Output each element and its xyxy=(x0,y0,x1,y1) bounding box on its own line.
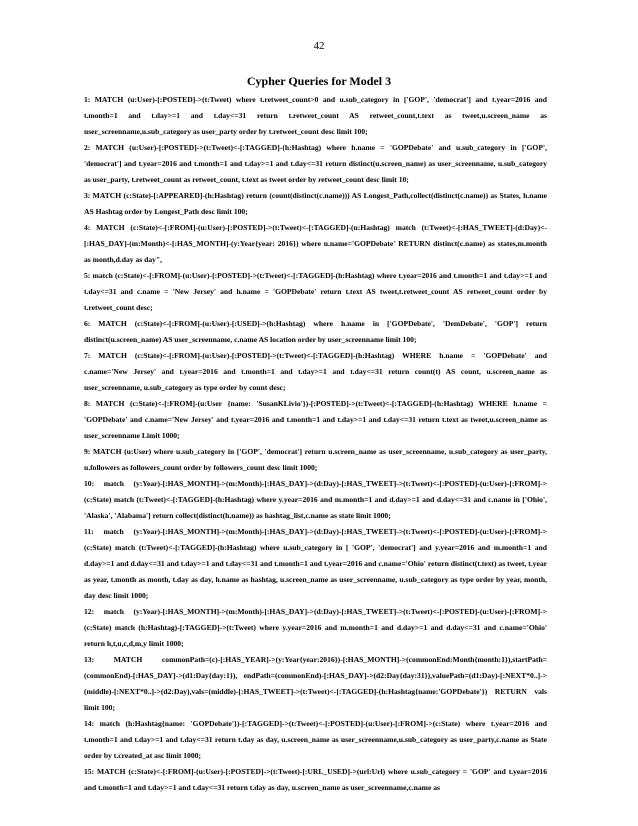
section-title: Cypher Queries for Model 3 xyxy=(246,74,392,88)
query-item-14: 14: match (h:Hashtag{name: 'GOPDebate'})-[:TAGGED]->(t:Tweet)<-[:POSTED]-(u:User)-[:FROM]->(c:State) where t.year=2016 and t.month=1 and t.day>=1 and t.day<=31 return t.day as day, u.screen_name as user_screenname,u.sub_category as user_party,c.name as State order by t.created_at asc limit 1000; xyxy=(84,719,547,760)
query-item-11: 11: match (y:Year)-[:HAS_MONTH]->(m:Month)-[:HAS_DAY]->(d:Day)-[:HAS_TWEET]->(t:Tweet)<-[:POSTED]-(u:User)-[:FROM]->(c:State) match (t:Tweet)<-[:TAGGED]-(h:Hashtag) where u.sub_category in [ 'GOP', 'democrat'] and y.year=2016 and m.month=1 and d.day>=1 and d.day<=31 and t.day>=1 and t.day<=31 and t.month=1 and t.year=2016 and c.name='Ohio' return distinct(t.text) as tweet, t.year as year, t.month as month, t.day as day, h.name as hashtag, u.screen_name as user_screenname, u.sub_category as type order by year, month, day desc limit 1000; xyxy=(84,527,547,600)
query-item-13: 13: MATCH commonPath=(c)-[:HAS_YEAR]->(y:Year{year:2016})-[:HAS_MONTH]->(commonEnd:Month{month:1}),startPath=(commonEnd)-[:HAS_DAY]->(d1:Day{day:1}), endPath=(commonEnd)-[:HAS_DAY]->(d2:Day{day:31}),valuePath=(d1:Day)-[:NEXT*0..]->(middle)-[:NEXT*0..]->(d2:Day),vals=(middle)-[:HAS_TWEET]->(t:Tweet)<-[:TAGGED]-(h:Hashtag{name:'GOPDebate'}) RETURN vals limit 100; xyxy=(84,655,547,712)
query-item-3: 3: MATCH (c:State)-[:APPEARED]-(h:Hashtag) return (count(distinct(c.name))) AS Longest_Path,collect(distinct(c.name)) as States, h.name AS Hashtag order by Longest_Path desc limit 100; xyxy=(84,191,547,216)
query-item-8: 8: MATCH (c:State)<-[:FROM]-(u:User {name: 'SusanKLivio'})-[:POSTED]->(t:Tweet)<-[:TAGGED]-(h:Hashtag) WHERE h.name = 'GOPDebate' and c.name='New Jersey' and t.year=2016 and t.month=1 and t.day>=1 and t.day<=31 return t.text as tweet,u.screen_name as user_screenname Limit 1000; xyxy=(84,399,547,440)
query-item-10: 10: match (y:Year)-[:HAS_MONTH]->(m:Month)-[:HAS_DAY]->(d:Day)-[:HAS_TWEET]->(t:Tweet)<-[:POSTED]-(u:User)-[:FROM]->(c:State) match (t:Tweet)<-[:TAGGED]-(h:Hashtag) where y.year=2016 and m.month=1 and d.day>=1 and d.day<=31 and c.name in ['Ohio', 'Alaska', 'Alabama'] return collect(distinct(h.name)) as hashtag_list,c.name as state limit 1000; xyxy=(84,479,547,520)
query-item-15: 15: MATCH (c:State)<-[:FROM]-(u:User)-[:POSTED]->(t:Tweet)-[:URL_USED]->(url:Url) where u.sub_category = 'GOP' and t.year=2016 and t.month=1 and t.day>=1 and t.day<=31 return t.day as day, u.screen_name as user_screenname,c.name as xyxy=(84,767,547,792)
query-item-6: 6: MATCH (c:State)<-[:FROM]-(u:User)-[:USED]->(h:Hashtag) where h.name in ['GOPDebate', 'DemDebate', 'GOP'] return distinct(u.screen_name) AS user_screenname, c.name AS location order by user_screenname limit 100; xyxy=(84,319,547,344)
page-number: 42 xyxy=(313,40,325,52)
query-item-9: 9: MATCH (u:User) where u.sub_category in ['GOP', 'democrat'] return u.screen_name as user_screenname, u.sub_category as user_party, u.followers as followers_count order by followers_count desc limit 1000; xyxy=(84,447,547,472)
query-item-12: 12: match (y:Year)-[:HAS_MONTH]->(m:Month)-[:HAS_DAY]->(d:Day)-[:HAS_TWEET]->(t:Tweet)<-[:POSTED]-(u:User)-[:FROM]->(c:State) match (h:Hashtag)-[:TAGGED]->(t:Tweet) where y.year=2016 and m.month=1 and d.day>=1 and d.day<=31 and c.name='Ohio' return h,t,u,c,d,m,y limit 1000; xyxy=(84,607,547,648)
query-item-1: 1: MATCH (u:User)-[:POSTED]->(t:Tweet) where t.retweet_count>0 and u.sub_category in ['GOP', 'democrat'] and t.year=2016 and t.month=1 and t.day>=1 and t.day<=31 return t.retweet_count AS retweet_count,t.text as tweet,u.screen_name as user_screenname,u.sub_category as user_party order by t.retweet_count desc limit 100; xyxy=(84,95,547,136)
query-item-4: 4: MATCH (c:State)<-[:FROM]-(u:User)-[:POSTED]->(t:Tweet)<-[:TAGGED]-(n:Hashtag) match (t:Tweet)<-[:HAS_TWEET]-(d:Day)<-[:HAS_DAY]-(m:Month)<-[:HAS_MONTH]-(y:Year{year: 2016}) where n.name='GOPDebate' RETURN distinct(c.name) as states,m.month as month,d.day as day", xyxy=(84,223,547,264)
query-item-7: 7: MATCH (c:State)<-[:FROM]-(u:User)-[:POSTED]->(t:Tweet)<-[:TAGGED]-(h:Hashtag) WHERE h.name = 'GOPDebate' and c.name='New Jersey' and t.year=2016 and t.month=1 and t.day>=1 and t.day<=31 return count(t) AS count, u.screen_name as user_screenname, u.sub_category as type order by count desc; xyxy=(84,351,547,392)
query-item-5: 5: match (c:State)<-[:FROM]-(u:User)-[:POSTED]->(t:Tweet)<-[:TAGGED]-(h:Hashtag) where t.year=2016 and t.month=1 and t.day>=1 and t.day<=31 and c.name = 'New Jersey' and h.name = 'GOPDebate' return t.text AS tweet,t.retweet_count AS retweet_count order by t.retweet_count desc; xyxy=(84,271,547,312)
query-list xyxy=(84,92,547,796)
query-item-2: 2: MATCH (u:User)-[:POSTED]->(t:Tweet)<-[:TAGGED]-(h:Hashtag) where h.name = 'GOPDebate' and u.sub_category in ['GOP', 'democrat'] and t.year=2016 and t.month=1 and t.day>=1 and t.day<=31 return distinct(u.screen_name) as user_screenname, u.sub_category as user_party, t.retweet_count as retweet_count, t.text as tweet order by retweet_count desc limit 10; xyxy=(84,143,547,184)
